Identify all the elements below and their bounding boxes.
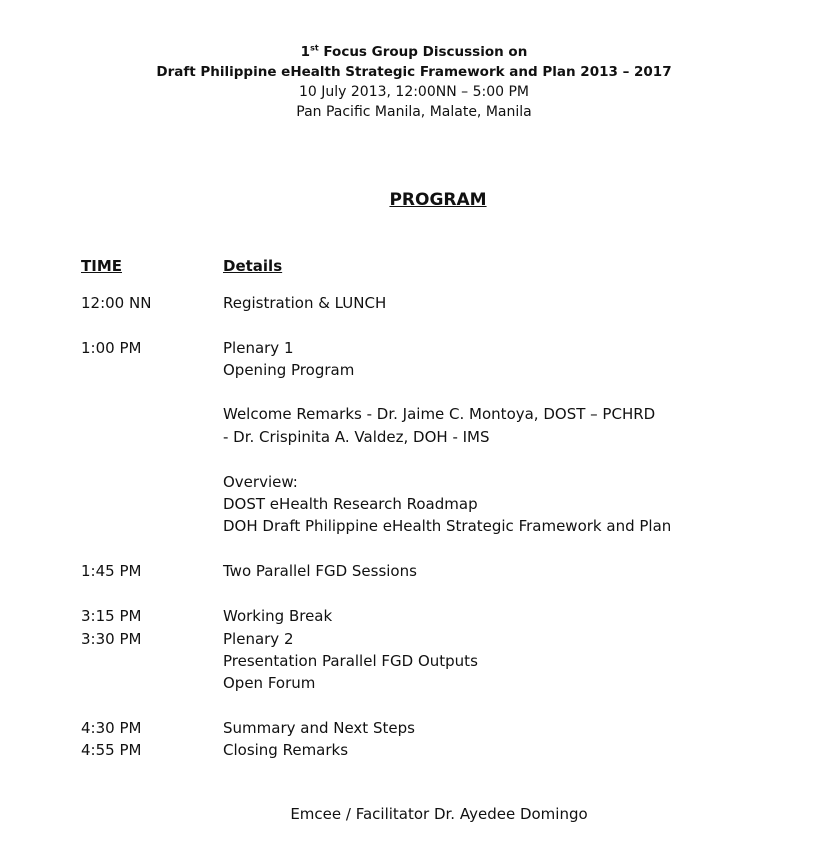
schedule-detail: Open Forum [223,674,316,692]
schedule-detail: Plenary 2 [223,630,294,648]
schedule-time: 3:15 PM [81,607,142,625]
header-subtitle: Draft Philippine eHealth Strategic Framework and Plan 2013 – 2017 [156,64,672,80]
header-date: 10 July 2013, 12:00NN – 5:00 PM [298,84,530,100]
schedule-detail: Working Break [223,607,333,625]
schedule-time: 1:00 PM [81,339,142,357]
program-title: PROGRAM [389,190,487,210]
schedule-detail: - Dr. Crispinita A. Valdez, DOH - IMS [223,428,490,446]
schedule-time: 4:30 PM [81,719,142,737]
schedule-time: 4:55 PM [81,741,142,759]
schedule-time: 12:00 NN [81,294,152,312]
schedule-detail: DOST eHealth Research Roadmap [223,495,478,513]
header-ordinal: 1 [300,44,311,60]
document-header [0,42,828,122]
details-column-header: Details [223,257,283,275]
schedule-detail: Two Parallel FGD Sessions [223,562,417,580]
schedule-detail: Plenary 1 [223,339,294,357]
header-title-text: Focus Group Discussion on [318,44,528,60]
header-title [0,42,828,62]
schedule-detail: Presentation Parallel FGD Outputs [223,652,478,670]
schedule-detail: Summary and Next Steps [223,719,415,737]
header-ordinal-suffix: st [310,43,319,53]
header-venue: Pan Pacific Manila, Malate, Manila [296,104,532,120]
schedule-detail: Overview: [223,473,298,491]
schedule-time: 3:30 PM [81,630,142,648]
emcee-line: Emcee / Facilitator Dr. Ayedee Domingo [290,805,588,823]
schedule-detail: Opening Program [223,361,355,379]
schedule-detail: Welcome Remarks - Dr. Jaime C. Montoya, DOST – PCHRD [223,405,656,423]
schedule-time: 1:45 PM [81,562,142,580]
schedule-detail: DOH Draft Philippine eHealth Strategic Framework and Plan [223,517,672,535]
time-column-header: TIME [81,257,122,275]
schedule-detail: Registration & LUNCH [223,294,387,312]
schedule-detail: Closing Remarks [223,741,349,759]
